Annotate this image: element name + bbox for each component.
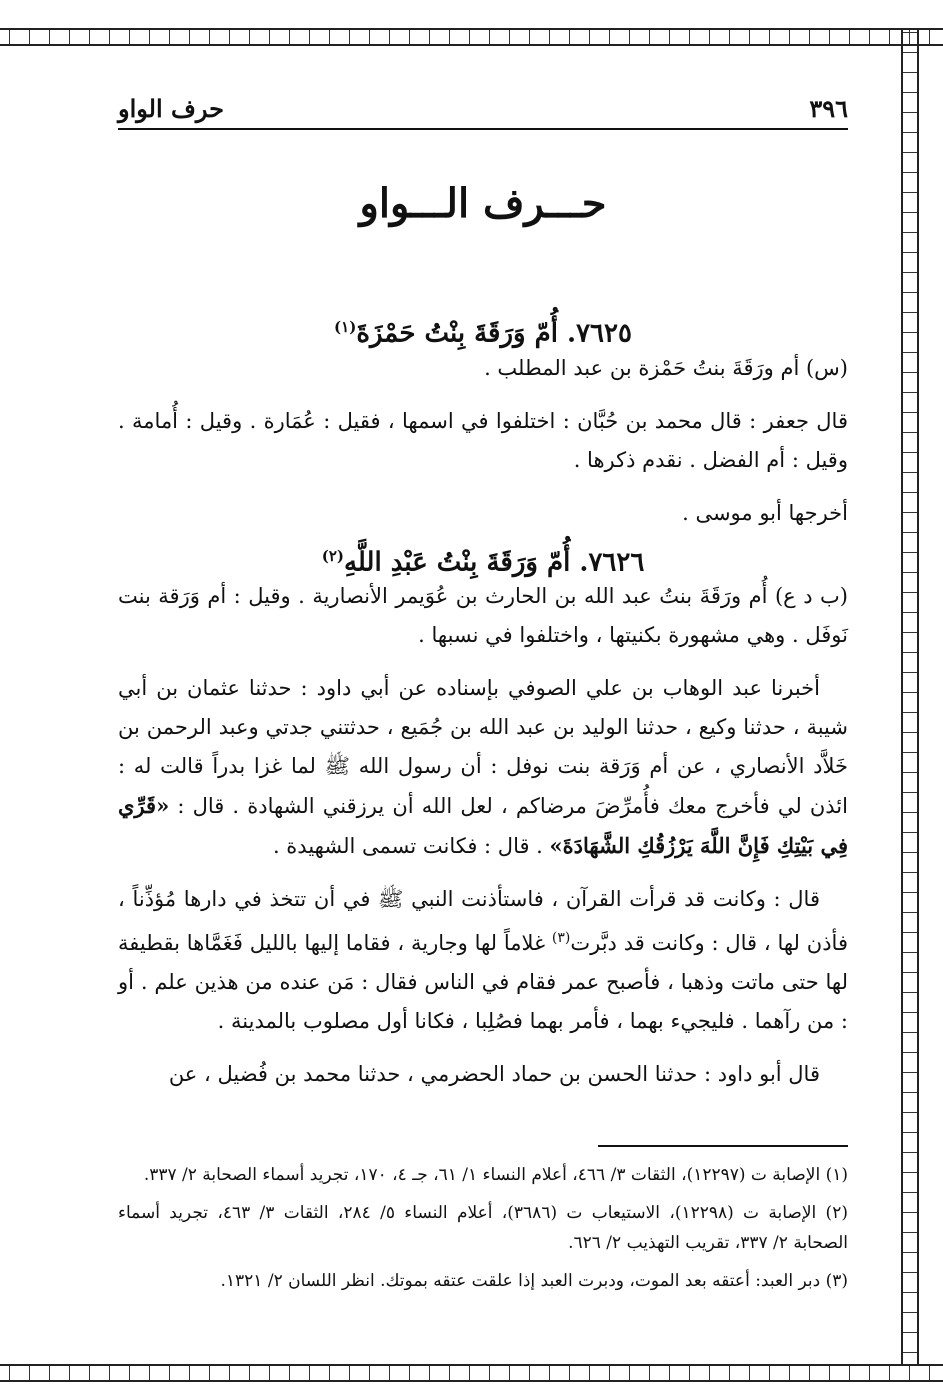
paragraph [118, 669, 848, 866]
hadith-text: قال : وكانت قد قرأت القرآن ، فاستأذنت النبي ﷺ في أن تتخذ في دارها مُؤذِّناً ، فأذن لها ، قال : وكانت قد دبَّرت [118, 887, 848, 956]
footnote: (٢) الإصابة ت (١٢٢٩٨)، الاستيعاب ت (٣٦٨٦)، أعلام النساء ٥/ ٢٨٤، الثقات ٣/ ٤٦٣، تجريد أسماء الصحابة ٢/ ٣٣٧، تقريب التهذيب ٢/ ٦٢٦. [118, 1203, 848, 1253]
footnote-ref: (٢) [321, 546, 344, 565]
footnote-divider [598, 1145, 848, 1147]
footnote-ref: (٣) [551, 930, 571, 947]
main-text [118, 318, 848, 1094]
decorative-border-bottom [0, 1364, 943, 1382]
running-title: حرف الواو [118, 93, 224, 123]
entry-heading [118, 318, 848, 349]
footnote: (١) الإصابة ت (١٢٢٩٧)، الثقات ٣/ ٤٦٦، أعلام النساء ١/ ٦١، جـ ٤، ١٧٠، تجريد أسماء الصحابة ٢/ ٣٣٧. [143, 1165, 848, 1185]
hadith-text: غلاماً لها وجارية ، فقاما إليها بالليل فَغَمَّاها بقطيفة لها حتى ماتت وذهبا ، فأصبح عمر فقام في الناس فقال : مَن عنده من هذين علم . أو : من رآهما . فليجيء بهما ، فأمر بهما فصُلِبا ، فكانا أول مصلوب بالمدينة . [118, 931, 848, 1034]
page-header [118, 88, 848, 130]
hadith-text: . قال : فكانت تسمى الشهيدة . [272, 834, 543, 859]
entry-heading [118, 547, 848, 578]
paragraph [118, 880, 848, 1041]
entry-name: أُمّ وَرَقَةَ بِنْتُ عَبْدِ اللَّهِ [343, 547, 571, 578]
footnotes [118, 1160, 848, 1304]
paragraph: (س) أم ورَقَةَ بنتُ حَمْزة بن عبد المطلب . [484, 355, 848, 380]
entry-number: ٧٦٢٥. [567, 318, 632, 349]
book-page [118, 60, 848, 1350]
entry-number: ٧٦٢٦. [579, 547, 645, 578]
hadith-text: أخبرنا عبد الوهاب بن علي الصوفي بإسناده عن أبي داود : حدثنا عثمان بن أبي شيبة ، حدثنا وكيع ، حدثنا الوليد بن عبد الله بن جُمَيع ، حدثتني جدتي وعبد الرحمن بن خَلاَّد الأنصاري ، عن أم وَرَقة بنت نوفل : أن رسول الله ﷺ لما غزا بدراً قالت له : ائذن لي فأخرج معك فأُمرِّضَ مرضاكم ، لعل الله أن يرزقني الشهادة . قال : [118, 676, 848, 819]
paragraph: قال أبو داود : حدثنا الحسن بن حماد الحضرمي ، حدثنا محمد بن فُضيل ، عن [168, 1062, 820, 1087]
page-number: ٣٩٦ [809, 93, 848, 123]
paragraph: قال جعفر : قال محمد بن حُبَّان : اختلفوا في اسمها ، فقيل : عُمَارة . وقيل : أُمامة . وقيل : أم الفضل . نقدم ذكرها . [118, 408, 848, 472]
paragraph: (ب د ع) أُم ورَقَةَ بنتُ عبد الله بن الحارث بن عُوَيمر الأنصارية . وقيل : أم وَرَقة بنت نَوفَل . وهي مشهورة بكنيتها ، واختلفوا في نسبها . [118, 584, 848, 648]
entry-name: أُمّ وَرَقَةَ بِنْتُ حَمْزَةَ [356, 318, 558, 349]
paragraph: أخرجها أبو موسى . [682, 500, 848, 525]
decorative-border-top [0, 28, 943, 46]
chapter-title: حـــرف الـــواو [359, 180, 607, 227]
footnote-ref: (١) [334, 318, 357, 336]
prophetic-quote: «قَرِّي فِي بَيْتِكِ فَإِنَّ اللَّهَ يَرْزُقُكِ الشَّهَادَةَ» [118, 793, 848, 859]
footnote: (٣) دبر العبد: أعتقه بعد الموت، ودبرت العبد إذا علقت عتقه بموتك. انظر اللسان ٢/ ١٣٢١. [220, 1271, 848, 1291]
decorative-border-right [901, 28, 919, 1382]
